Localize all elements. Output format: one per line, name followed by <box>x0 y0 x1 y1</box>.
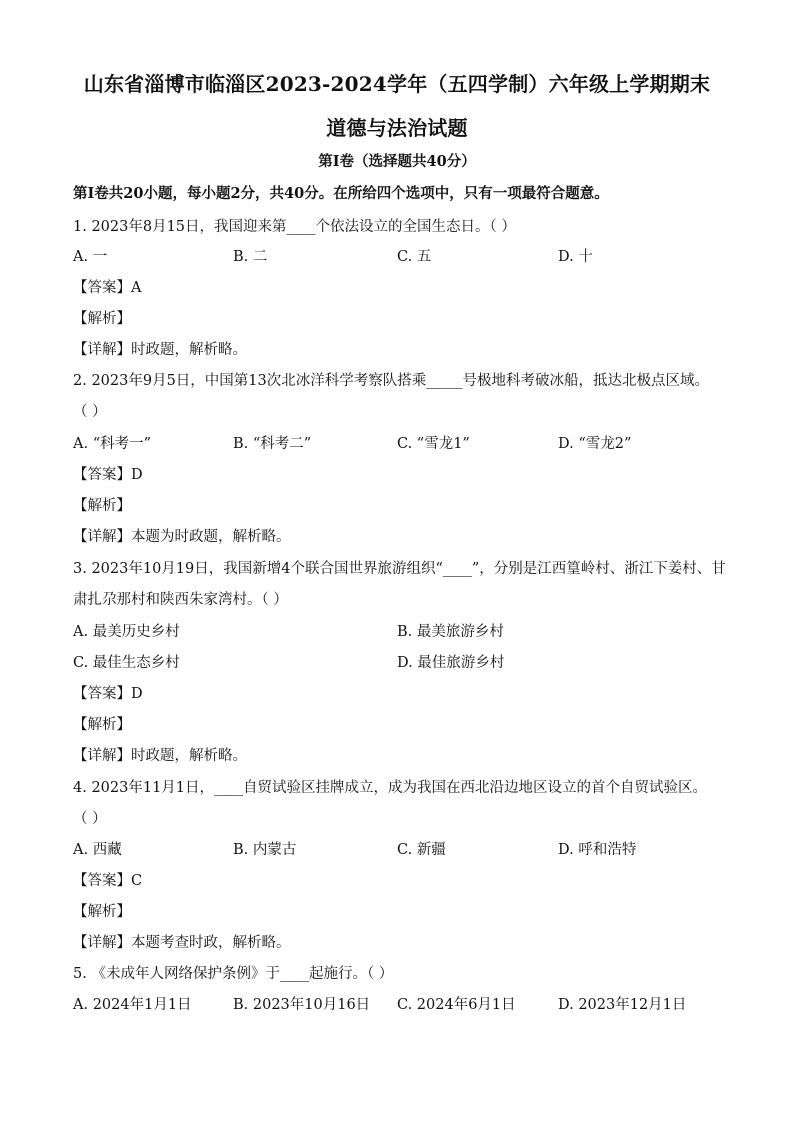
question-2-stem: 2. 2023年9月5日，中国第13次北冰洋科学考察队搭乘_____号极地科考破冰船，抵达北极点区域。 <box>73 373 709 389</box>
question-5-option-d: D. 2023年12月1日 <box>558 997 687 1013</box>
detail-label: 【详解】 <box>73 342 131 358</box>
question-5-stem: 5. 《未成年人网络保护条例》于____起施行。（ ） <box>73 966 394 982</box>
exam-title-line2: 道德与法治试题 <box>326 116 468 140</box>
question-2-analysis: 【解析】 <box>73 498 131 514</box>
detail-text: 时政题，解析略。 <box>131 748 247 764</box>
question-4-stem-continued: （ ） <box>73 811 107 827</box>
question-3-option-a: A. 最美历史乡村 <box>73 624 180 640</box>
answer-label: 【答案】 <box>73 686 131 702</box>
question-3-option-c: C. 最佳生态乡村 <box>73 655 180 671</box>
question-2-stem-continued: （ ） <box>73 404 107 420</box>
question-3-analysis: 【解析】 <box>73 717 131 733</box>
detail-label: 【详解】 <box>73 748 131 764</box>
question-2-option-d: D. “雪龙2” <box>558 436 632 452</box>
question-2-option-a: A. “科考一” <box>73 436 152 452</box>
answer-value: C <box>131 873 143 889</box>
question-3-option-b: B. 最美旅游乡村 <box>397 624 504 640</box>
section-instruction: 第Ⅰ卷共20小题，每小题2分，共40分。在所给四个选项中，只有一项最符合题意。 <box>73 185 609 202</box>
question-4-option-b: B. 内蒙古 <box>233 842 297 858</box>
detail-text: 时政题，解析略。 <box>131 342 247 358</box>
answer-label: 【答案】 <box>73 467 131 483</box>
question-5-option-b: B. 2023年10月16日 <box>233 997 371 1013</box>
exam-title-line1: 山东省淄博市临淄区2023-2024学年（五四学制）六年级上学期期末 <box>83 72 711 96</box>
question-4-option-c: C. 新疆 <box>397 842 446 858</box>
detail-text: 本题考查时政，解析略。 <box>131 935 291 951</box>
question-3-answer <box>73 682 143 703</box>
question-1-analysis: 【解析】 <box>73 311 131 327</box>
question-1-option-b: B. 二 <box>233 249 268 265</box>
question-2-detail <box>73 525 291 546</box>
question-3-detail <box>73 744 247 765</box>
question-2-answer <box>73 463 143 484</box>
answer-value: D <box>131 467 143 483</box>
question-1-stem: 1. 2023年8月15日，我国迎来第____个依法设立的全国生态日。（ ） <box>73 219 516 235</box>
detail-text: 本题为时政题，解析略。 <box>131 529 291 545</box>
detail-label: 【详解】 <box>73 529 131 545</box>
detail-label: 【详解】 <box>73 935 131 951</box>
question-4-option-d: D. 呼和浩特 <box>558 842 637 858</box>
question-2-option-b: B. “科考二” <box>233 436 312 452</box>
question-3-stem-continued: 肃扎尕那村和陕西朱家湾村。（ ） <box>73 592 288 608</box>
question-4-analysis: 【解析】 <box>73 904 131 920</box>
question-4-option-a: A. 西藏 <box>73 842 122 858</box>
answer-label: 【答案】 <box>73 873 131 889</box>
question-3-stem: 3. 2023年10月19日，我国新增4个联合国世界旅游组织“____”，分别是江西篁岭村、浙江下姜村、甘 <box>73 561 726 577</box>
question-1-answer <box>73 276 141 297</box>
question-1-option-a: A. 一 <box>73 249 108 265</box>
question-1-detail <box>73 338 247 359</box>
question-4-stem: 4. 2023年11月1日，____自贸试验区挂牌成立，成为我国在西北沿边地区设立的首个自贸试验区。 <box>73 780 708 796</box>
answer-label: 【答案】 <box>73 280 131 296</box>
question-3-option-d: D. 最佳旅游乡村 <box>397 655 505 671</box>
answer-value: A <box>131 280 142 296</box>
section-title: 第Ⅰ卷（选择题共40分） <box>318 153 476 170</box>
question-5-option-c: C. 2024年6月1日 <box>397 997 516 1013</box>
question-4-detail <box>73 931 291 952</box>
answer-value: D <box>131 686 143 702</box>
question-5-option-a: A. 2024年1月1日 <box>73 997 192 1013</box>
question-1-option-d: D. 十 <box>558 249 593 265</box>
question-4-answer <box>73 869 142 890</box>
question-2-option-c: C. “雪龙1” <box>397 436 470 452</box>
question-1-option-c: C. 五 <box>397 249 432 265</box>
